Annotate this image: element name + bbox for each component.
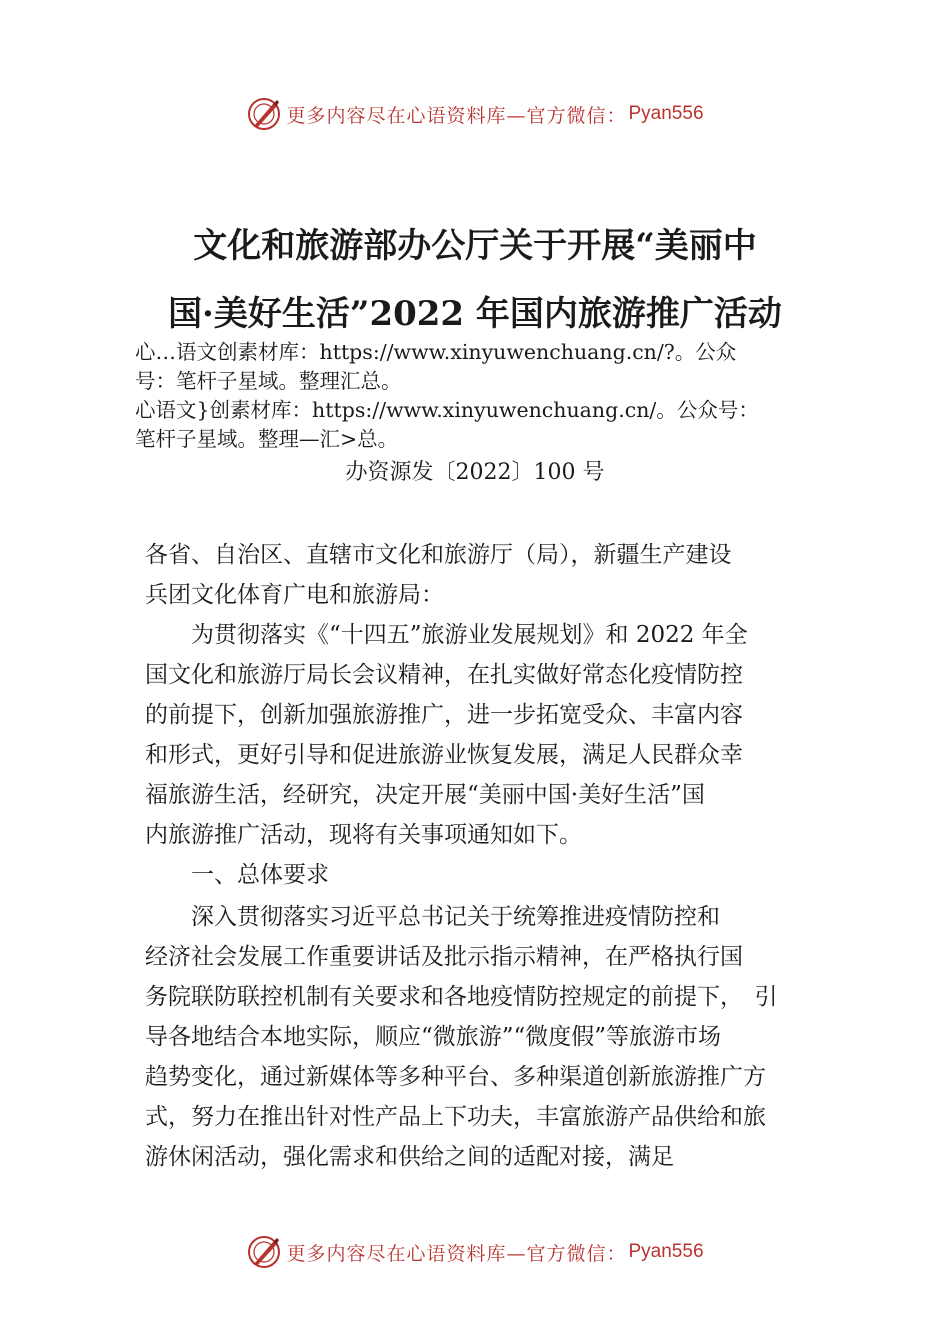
body-text-line: 各省、自治区、直辖市文化和旅游厅（局），新疆生产建设 [145,542,732,568]
body-text-line: 内旅游推广活动，现将有关事项通知如下。 [145,822,582,848]
document-title-line-2: 国·美好生活”2022 年国内旅游推广活动 [168,294,782,334]
watermark-text: 更多内容尽在心语资料库—官方微信： [286,1242,627,1265]
body-text-line: 导各地结合本地实际，顺应“微旅游”“微度假”等旅游市场 [145,1024,722,1050]
pen-seal-icon [246,1234,282,1270]
body-text-line: 福旅游生活，经研究，决定开展“美丽中国·美好生活”国 [145,782,705,808]
body-text-line: 深入贯彻落实习近平总书记关于统筹推进疫情防控和 [145,904,720,930]
pen-seal-icon [246,96,282,132]
footer-watermark-banner [0,1232,950,1272]
source-note-line: 号：笔杆子星域。整理汇总。 [135,369,402,393]
body-text-line: 国文化和旅游厅局长会议精神，在扎实做好常态化疫情防控 [145,662,743,688]
source-note-line: 心语文}创素材库：https://www.xinyuwenchuang.cn/。公众号： [135,398,759,422]
body-text-line: 兵团文化体育广电和旅游局： [145,582,444,608]
body-text-line: 为贯彻落实《“十四五”旅游业发展规划》和 2022 年全 [145,622,748,648]
wechat-id: Pyan556 [628,103,704,124]
body-text-line: 式，努力在推出针对性产品上下功夫，丰富旅游产品供给和旅 [145,1104,766,1130]
watermark-text: 更多内容尽在心语资料库—官方微信： [286,104,627,127]
body-text-line: 游休闲活动，强化需求和供给之间的适配对接，满足 [145,1144,674,1170]
section-heading: 一、总体要求 [145,862,329,888]
body-text-line: 和形式，更好引导和促进旅游业恢复发展，满足人民群众幸 [145,742,743,768]
document-title-line-1: 文化和旅游部办公厅关于开展“美丽中 [193,226,757,266]
source-note-line: 笔杆子星域。整理—汇>总。 [135,427,399,451]
document-number: 办资源发〔2022〕100 号 [345,460,605,485]
header-watermark-banner [0,94,950,134]
body-text-line: 趋势变化，通过新媒体等多种平台、多种渠道创新旅游推广方 [145,1064,766,1090]
wechat-id: Pyan556 [628,1241,704,1262]
body-text-line: 经济社会发展工作重要讲话及批示指示精神，在严格执行国 [145,944,743,970]
body-text-line: 的前提下，创新加强旅游推广，进一步拓宽受众、丰富内容 [145,702,743,728]
body-text-line: 务院联防联控机制有关要求和各地疫情防控规定的前提下， 引 [145,984,778,1010]
source-note-line: 心…语文创素材库：https://www.xinyuwenchuang.cn/?。公众 [135,340,737,364]
